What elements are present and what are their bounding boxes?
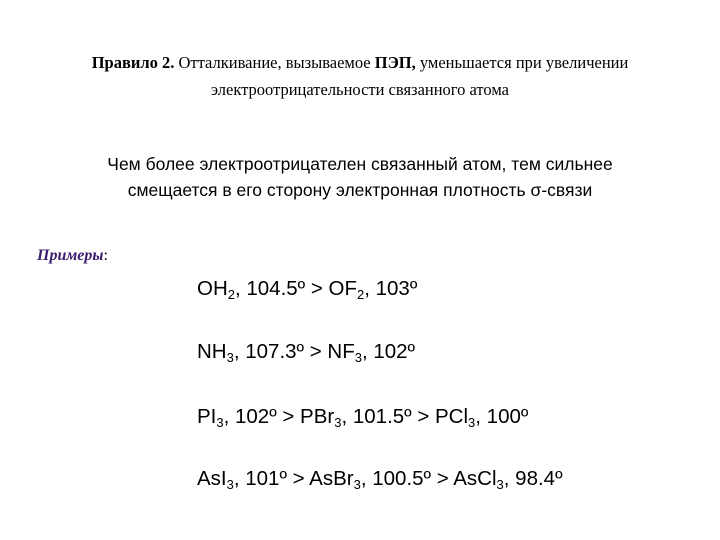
- example-subscript: 2: [227, 287, 235, 302]
- example-text: , 98.4º: [503, 467, 563, 490]
- example-subscript: 2: [357, 287, 365, 302]
- statement-line-1: Чем более электроотрицателен связанный атом, тем сильнее: [107, 154, 613, 174]
- example-subscript: 3: [334, 415, 342, 430]
- example-subscript: 3: [468, 415, 476, 430]
- example-subscript: 3: [216, 415, 224, 430]
- rule-label: Правило 2.: [91, 53, 175, 72]
- example-text: , 100.5º > AsCl: [360, 467, 497, 490]
- examples-heading: [37, 247, 108, 265]
- rule-text-part-2: уменьшается при увеличении: [415, 53, 629, 72]
- example-text: AsI: [197, 467, 227, 490]
- example-text: , 107.3º > NF: [233, 340, 355, 363]
- rule-line-1: [0, 49, 720, 76]
- example-text: , 101º > AsBr: [233, 467, 354, 490]
- example-line-1: [197, 277, 417, 301]
- examples-label: Примеры: [37, 247, 104, 264]
- example-subscript: 3: [226, 350, 234, 365]
- statement-line-2: смещается в его сторону электронная плотность σ-связи: [127, 180, 593, 200]
- example-text: NH: [197, 340, 227, 363]
- example-text: , 103º: [364, 277, 418, 300]
- rule-line-2: электроотрицательности связанного атома: [210, 80, 510, 99]
- example-text: OH: [197, 277, 228, 300]
- example-text: , 102º > PBr: [223, 405, 335, 428]
- example-subscript: 3: [353, 477, 361, 492]
- example-text: , 104.5º > OF: [234, 277, 357, 300]
- example-text: , 101.5º > PCl: [341, 405, 469, 428]
- rule-text-part-1: Отталкивание, вызываемое: [174, 53, 375, 72]
- examples-colon: :: [103, 247, 108, 264]
- example-line-3: [197, 405, 528, 429]
- example-line-2: [197, 340, 415, 364]
- example-subscript: 3: [496, 477, 504, 492]
- example-text: , 102º: [361, 340, 416, 363]
- example-subscript: 3: [226, 477, 234, 492]
- rule-acronym: ПЭП,: [374, 53, 416, 72]
- statement: [0, 151, 720, 203]
- rule-heading: [0, 49, 720, 103]
- example-line-4: [197, 467, 563, 491]
- example-subscript: 3: [354, 350, 362, 365]
- example-text: PI: [197, 405, 217, 428]
- example-text: , 100º: [475, 405, 529, 428]
